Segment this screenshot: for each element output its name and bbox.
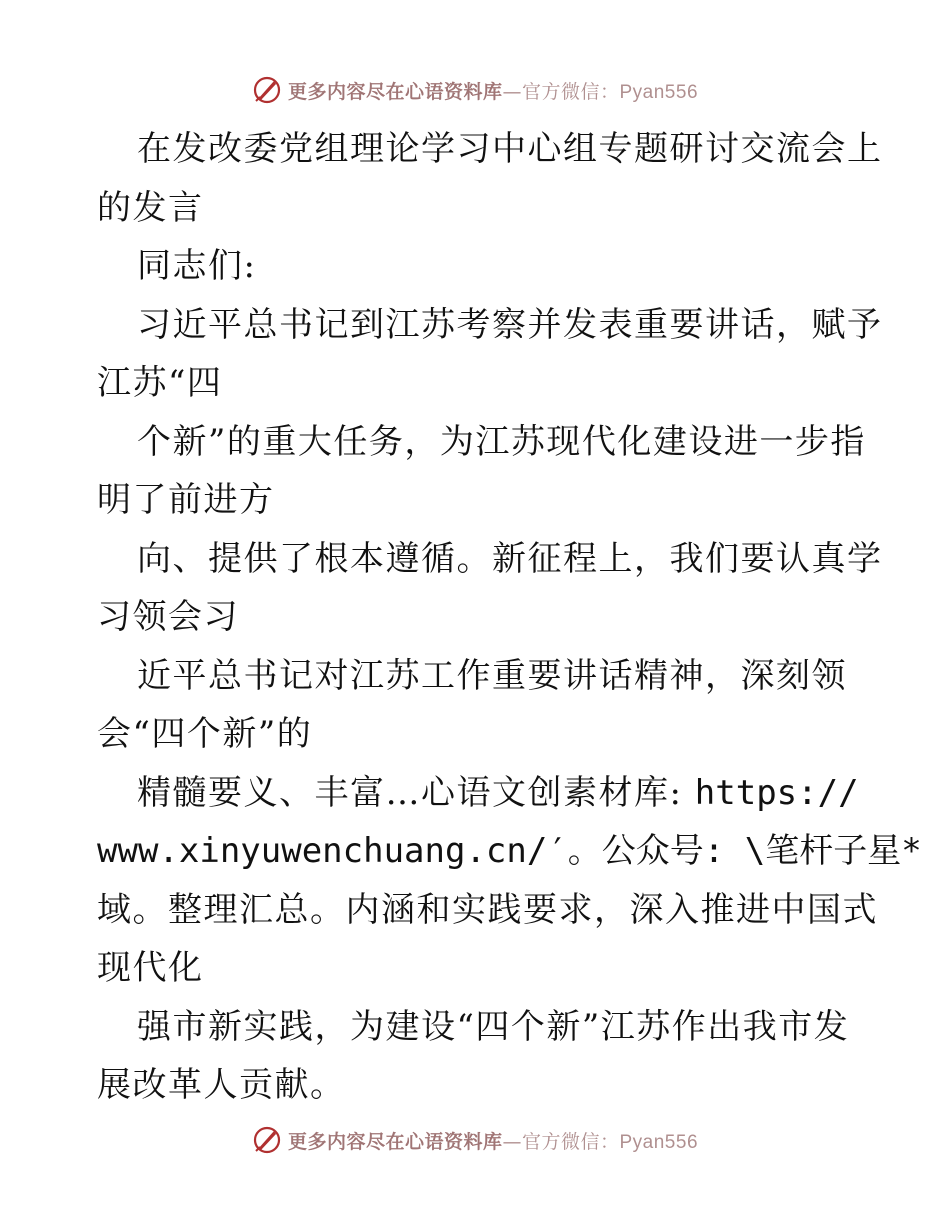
paragraph-line: 会“四个新”的	[97, 714, 313, 754]
document-title-line-2: 的发言	[97, 187, 204, 228]
paragraph-line: 习近平总书记到江苏考察并发表重要讲话，赋予	[137, 304, 883, 345]
quill-logo-icon	[252, 1125, 282, 1155]
banner-wechat-id: Pyan556	[619, 81, 699, 103]
banner-dash: —	[502, 80, 522, 103]
paragraph-line: 现代化	[97, 948, 204, 988]
paragraph-line: 强市新实践，为建设“四个新”江苏作出我市发	[137, 1006, 850, 1047]
paragraph-line: 域。整理汇总。内涵和实践要求，深入推进中国式	[97, 889, 878, 930]
banner-brand: 更多内容尽在心语资料库	[287, 1130, 503, 1153]
banner-dash: —	[502, 1130, 522, 1153]
paragraph-line-with-link	[97, 822, 922, 881]
banner-brand: 更多内容尽在心语资料库	[287, 80, 503, 103]
source-url-and-account: www.xinyuwenchuang.cn/′。公众号: \笔杆子星*	[97, 831, 922, 871]
banner-wechat-label: 官方微信：	[521, 1130, 620, 1153]
banner-text	[288, 1127, 698, 1154]
paragraph-line: 习领会习	[97, 597, 239, 637]
banner-wechat-id: Pyan556	[619, 1131, 699, 1153]
banner-text	[288, 77, 698, 104]
paragraph-line: 江苏“四	[97, 363, 223, 403]
paragraph-line: 展改革人贡献。	[97, 1065, 346, 1105]
source-url-prefix: https://	[694, 772, 859, 813]
document-title-line-1: 在发改委党组理论学习中心组专题研讨交流会上	[137, 129, 883, 169]
paragraph-line-with-link	[97, 764, 857, 823]
header-banner	[0, 72, 950, 108]
paragraph-line: 个新”的重大任务，为江苏现代化建设进一步指	[137, 421, 866, 462]
footer-banner	[0, 1122, 950, 1158]
paragraph-line: 明了前进方	[97, 480, 275, 520]
document-body	[97, 120, 922, 1115]
paragraph-line: 向、提供了根本遵循。新征程上，我们要认真学	[137, 538, 883, 579]
banner-wechat-label: 官方微信：	[521, 80, 620, 103]
quill-logo-icon	[252, 75, 282, 105]
salutation: 同志们:	[137, 246, 257, 286]
paragraph-line: 近平总书记对江苏工作重要讲话精神，深刻领	[137, 655, 847, 696]
paragraph-text: 精髓要义、丰富…心语文创素材库:	[137, 772, 683, 813]
